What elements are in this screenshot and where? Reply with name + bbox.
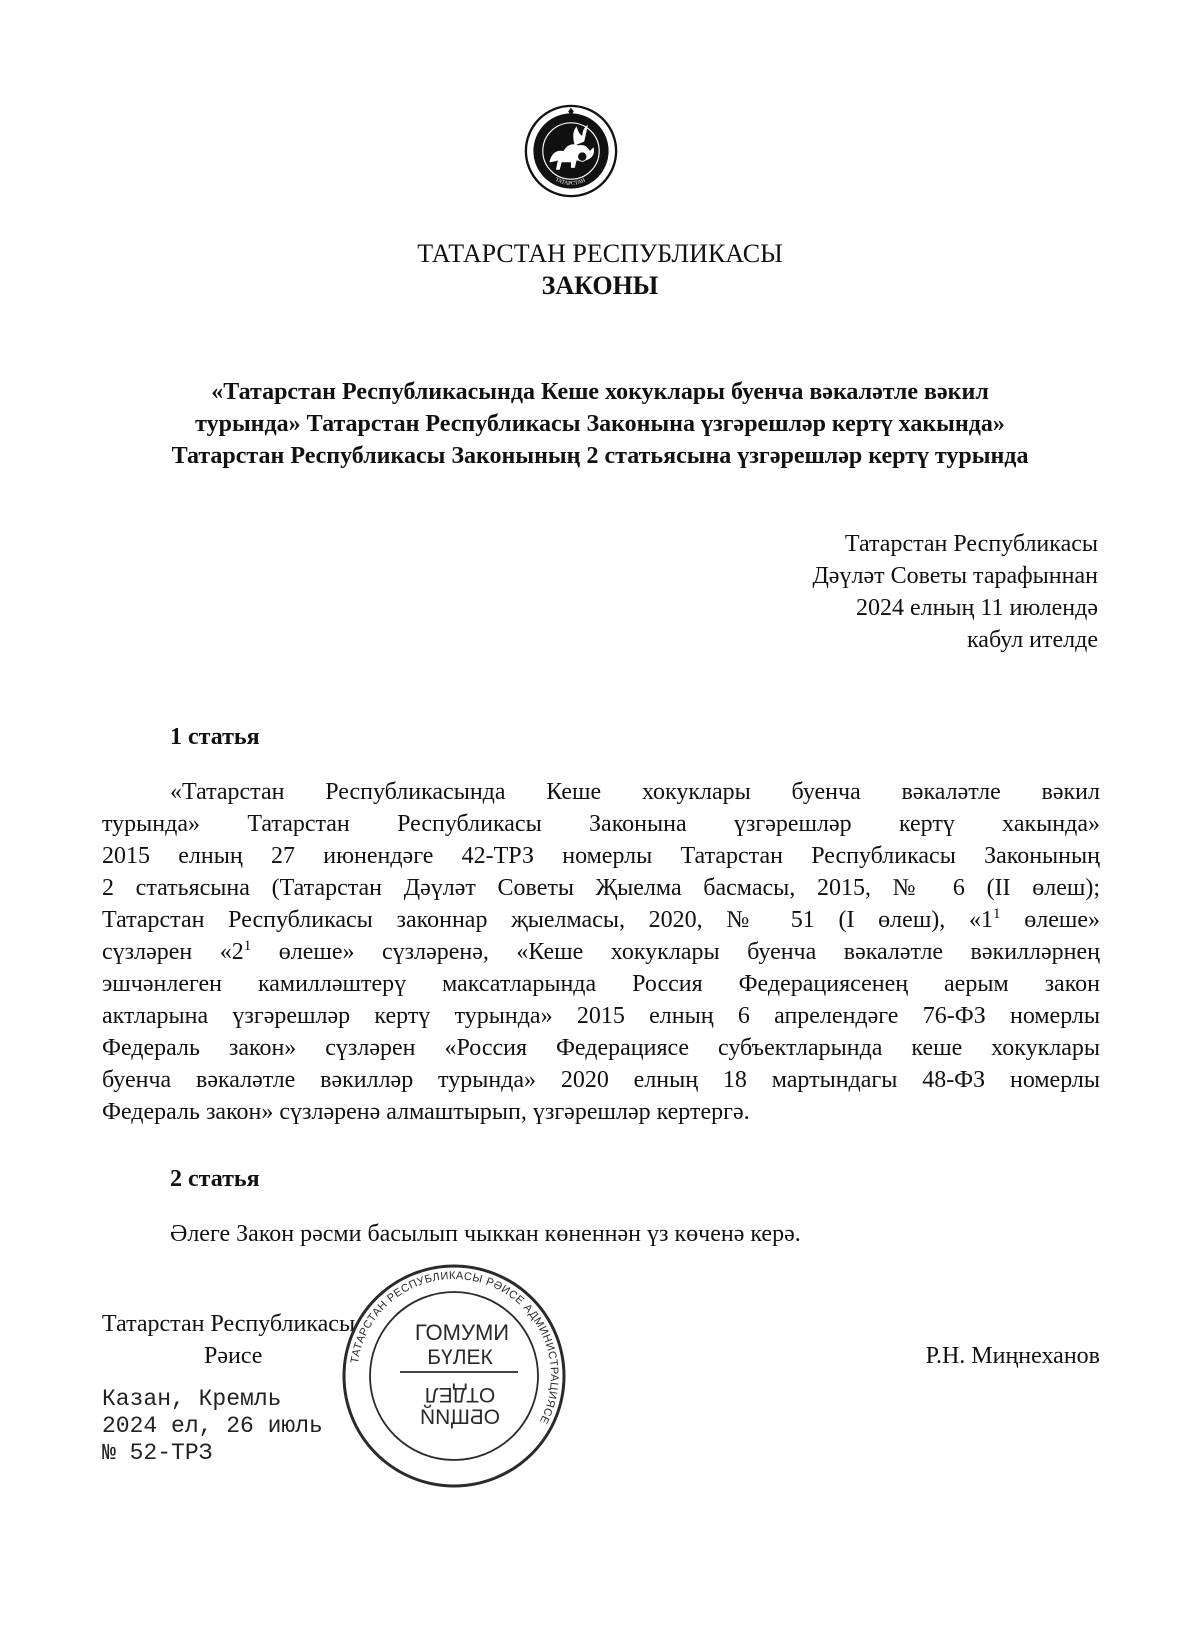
article-1-title: 1 статья xyxy=(170,724,260,750)
article-2-text xyxy=(102,1218,1100,1250)
position-line: Татарстан Республикасы xyxy=(102,1311,356,1337)
adoption-line: Дәүләт Советы тарафыннан xyxy=(812,563,1098,589)
official-round-stamp-icon xyxy=(340,1262,568,1490)
text-line: 2 статьясына (Татарстан Дәүләт Советы Җыелма басмасы, 2015, № 6 (II өлеш); xyxy=(102,875,1100,901)
number-line: № 52-ТРЗ xyxy=(102,1440,213,1466)
title-line: Татарстан Республикасы Законының 2 статьясына үзгәрешләр кертү турында xyxy=(171,443,1029,469)
svg-text:ТАТАРСТАН РЕСПУБЛИКАСЫ РӘИСЕ А: ТАТАРСТАН РЕСПУБЛИКАСЫ РӘИСЕ АДМИНИСТРАЦИЯСЕ xyxy=(348,1269,561,1426)
svg-text:БҮЛЕК: БҮЛЕК xyxy=(427,1346,493,1369)
place-date-number xyxy=(102,1386,323,1467)
svg-text:ОТДЕЛ: ОТДЕЛ xyxy=(424,1383,496,1406)
signatory-name: Р.Н. Миңнеханов xyxy=(925,1343,1100,1369)
svg-text:ТАТАРСТАН: ТАТАРСТАН xyxy=(554,176,587,187)
law-title xyxy=(100,376,1100,472)
text-line: 2015 елның 27 июнендәге 42-ТРЗ номерлы Татарстан Республикасы Законының xyxy=(102,843,1100,869)
text-line: Федераль закон» сүзләренә алмаштырып, үзгәрешләр кертергә. xyxy=(102,1099,750,1125)
svg-text:ОБЩИЙ: ОБЩИЙ xyxy=(420,1406,500,1429)
adoption-line: кабул ителде xyxy=(967,627,1098,653)
signatory-position xyxy=(102,1308,355,1372)
adoption-line: Татарстан Республикасы xyxy=(844,531,1098,557)
text-line: Татарстан Республикасы законнар җыелмасы, 2020, № 51 (I өлеш), «$1^1$ өлеше» xyxy=(102,906,1101,933)
article-2-title: 2 статья xyxy=(170,1166,260,1192)
text-line: буенча вәкаләтле вәкилләр турында» 2020 елның 18 мартындагы 48-ФЗ номерлы xyxy=(102,1067,1100,1093)
text-line: эшчәнлеген камилләштерү максатларында Россия Федерациясенең аерым закон xyxy=(102,971,1100,997)
article-1-text xyxy=(102,776,1100,1128)
title-line: турында» Татарстан Республикасы Законына үзгәрешләр кертү хакында» xyxy=(195,411,1005,437)
svg-text:ГОМУМИ: ГОМУМИ xyxy=(414,1320,510,1345)
place-line: Казан, Кремль xyxy=(102,1386,282,1412)
date-line: 2024 ел, 26 июль xyxy=(102,1413,323,1439)
text-line: «Татарстан Республикасында Кеше хокуклары буенча вәкаләтле вәкил xyxy=(170,779,1100,805)
text-line: актларына үзгәрешләр кертү турында» 2015 елның 6 апрелендәге 76-ФЗ номерлы xyxy=(102,1003,1100,1029)
text-line: Федераль закон» сүзләрен «Россия Федерациясе субъектларында кеше хокуклары xyxy=(102,1035,1100,1061)
document-type: ЗАКОНЫ xyxy=(541,271,659,300)
text-line: турында» Татарстан Республикасы Законына үзгәрешләр кертү хакында» xyxy=(102,811,1100,837)
tatarstan-coat-of-arms-icon xyxy=(524,104,618,198)
text-line: сүзләрен «$2^1$ өлеше» сүзләренә, «Кеше хокуклары буенча вәкаләтле вәкилләрнең xyxy=(102,938,1100,965)
adoption-line: 2024 елның 11 июлендә xyxy=(855,595,1098,621)
republic-name: ТАТАРСТАН РЕСПУБЛИКАСЫ xyxy=(417,239,783,268)
position-line: Рәисе xyxy=(204,1343,263,1369)
text-line: Әлеге Закон рәсми басылып чыккан көненнән үз көченә керә. xyxy=(170,1221,801,1247)
adoption-note xyxy=(812,528,1098,656)
title-line: «Татарстан Республикасында Кеше хокуклары буенча вәкаләтле вәкил xyxy=(211,379,989,405)
